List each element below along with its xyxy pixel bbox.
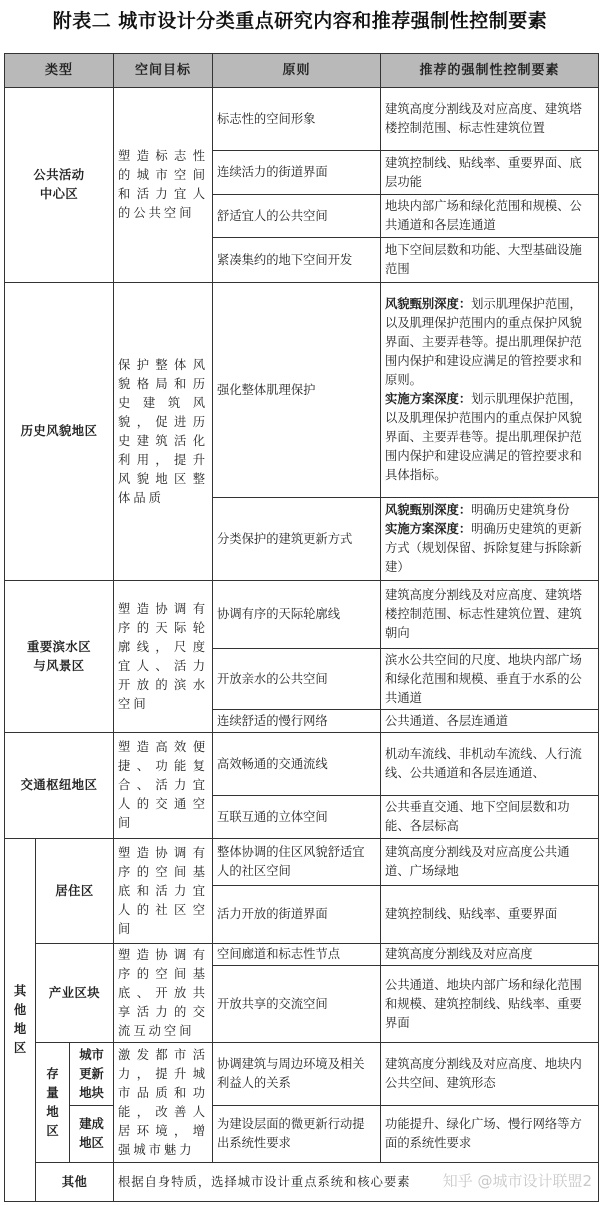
- elements-cell: 机动车流线、非机动车流线、人行流线、公共通道和各层连通道、: [381, 733, 599, 796]
- type-cell: [5, 88, 114, 283]
- type-label: 其他地区: [13, 984, 27, 1055]
- elements-cell: 公共通道、地块内部广场和绿化范围和规模、建筑控制线、贴线率、重要界面: [381, 966, 599, 1043]
- goal-cell: 保护整体风貌格局和历史建筑风貌，促进历史建筑活化利用，提升风貌地区整体品质: [114, 283, 213, 581]
- elements-cell: 功能提升、绿化广场、慢行网络等方面的系统性要求: [381, 1106, 599, 1163]
- depth-label: 实施方案深度：: [385, 392, 472, 406]
- header-type: 类型: [5, 54, 114, 88]
- principle-cell: 标志性的空间形象: [213, 88, 381, 151]
- elements-cell: 建筑高度分割线及对应高度、建筑塔楼控制范围、标志性建筑位置: [381, 88, 599, 151]
- goal-cell: 激发都市活力，提升城市品质和功能，改善人居环境，增强城市魅力: [114, 1043, 213, 1163]
- principle-cell: 互联互通的立体空间: [213, 796, 381, 839]
- header-elements: 推荐的强制性控制要素: [381, 54, 599, 88]
- subtype-cell: 其他: [36, 1163, 114, 1202]
- watermark: 知乎 @城市设计联盟2: [442, 1172, 593, 1190]
- principle-cell: 活力开放的街道界面: [213, 886, 381, 944]
- elements-cell: 地块内部广场和绿化范围和规模、公共通道和各层连通道: [381, 195, 599, 238]
- subtype-cell-stock: [36, 1043, 70, 1163]
- misc-text: 根据自身特质，选择城市设计重点系统和核心要素: [118, 1174, 411, 1189]
- goal-cell: 塑造协调有序的天际轮廓线，尺度宜人、活力开放的滨水空间: [114, 581, 213, 733]
- elements-cell: [381, 283, 599, 498]
- type-label: 重要滨水区与风景区: [27, 639, 92, 673]
- header-row: [5, 54, 599, 88]
- subtype-cell: 居住区: [36, 839, 114, 944]
- principle-cell: 连续活力的街道界面: [213, 151, 381, 195]
- table-row: [5, 283, 599, 498]
- goal-cell: 塑造协调有序的空间基底、开放共享活力的交流互动空间: [114, 944, 213, 1043]
- principle-cell: 整体协调的住区风貌舒适宜人的社区空间: [213, 839, 381, 886]
- table-row: [5, 88, 599, 151]
- elements-cell: 滨水公共空间的尺度、地块内部广场和绿化范围和规模、垂直于水系的公共通道: [381, 649, 599, 710]
- goal-cell: 塑造高效便捷、功能复合、活力宜人的交通空间: [114, 733, 213, 839]
- principle-cell: 强化整体肌理保护: [213, 283, 381, 498]
- principle-cell: 开放共享的交流空间: [213, 966, 381, 1043]
- depth-label: 实施方案深度：: [385, 522, 472, 536]
- stock-subtype-cell: [70, 1043, 114, 1106]
- table-row: [5, 839, 599, 886]
- type-label: 公共活动中心区: [33, 168, 85, 201]
- principle-cell: 空间廊道和标志性节点: [213, 944, 381, 966]
- table-row: [5, 1163, 599, 1202]
- table-row: [5, 944, 599, 966]
- table-title: 附表二 城市设计分类重点研究内容和推荐强制性控制要素: [52, 10, 548, 32]
- header-principle: 原则: [213, 54, 381, 88]
- depth-text: 划示肌理保护范围，以及肌理保护范围内的重点保护风貌界面、主要弄巷等。提出肌理保护范围内保护和建设应满足的管控要求和原则。: [385, 297, 582, 387]
- principle-cell: 为建设层面的微更新行动提出系统性要求: [213, 1106, 381, 1163]
- stock-subtype-cell: [70, 1106, 114, 1163]
- principle-cell: 连续舒适的慢行网络: [213, 710, 381, 733]
- elements-cell: 公共通道、各层连通道: [381, 710, 599, 733]
- principle-cell: 分类保护的建筑更新方式: [213, 498, 381, 581]
- elements-cell: 建筑控制线、贴线率、重要界面: [381, 886, 599, 944]
- elements-cell: 建筑高度分割线及对应高度公共通道、广场绿地: [381, 839, 599, 886]
- principle-cell: 舒适宜人的公共空间: [213, 195, 381, 238]
- table-row: [5, 1106, 599, 1163]
- elements-cell: 建筑高度分割线及对应高度、地块内公共空间、建筑形态: [381, 1043, 599, 1106]
- elements-cell: 地下空间层数和功能、大型基础设施范围: [381, 238, 599, 283]
- table-row: [5, 733, 599, 796]
- depth-text: 划示肌理保护范围，以及肌理保护范围内的重点保护风貌界面、主要弄巷等。提出肌理保护范围内保护和建设应满足的管控要求和具体指标。: [385, 392, 582, 482]
- goal-cell: 塑造协调有序的空间基底和活力宜人的社区空间: [114, 839, 213, 944]
- elements-cell: [381, 498, 599, 581]
- principle-cell: 高效畅通的交通流线: [213, 733, 381, 796]
- depth-label: 风貌甄别深度：: [385, 297, 472, 311]
- table-row: [5, 1043, 599, 1106]
- depth-text: 明确历史建筑身份: [471, 503, 570, 517]
- table-row: [5, 581, 599, 649]
- depth-text: 明确历史建筑的更新方式（规划保留、拆除复建与拆除新建）: [385, 522, 582, 574]
- type-cell-other: [5, 839, 36, 1202]
- principle-cell: 协调建筑与周边环境及相关利益人的关系: [213, 1043, 381, 1106]
- subtype-cell: 产业区块: [36, 944, 114, 1043]
- type-cell: [5, 581, 114, 733]
- type-cell: 交通枢纽地区: [5, 733, 114, 839]
- type-cell: 历史风貌地区: [5, 283, 114, 581]
- principle-cell: 开放亲水的公共空间: [213, 649, 381, 710]
- depth-label: 风貌甄别深度：: [385, 503, 472, 517]
- elements-cell: 建筑高度分割线及对应高度: [381, 944, 599, 966]
- goal-cell: 塑造标志性的城市空间和活力宜人的公共空间: [114, 88, 213, 283]
- design-control-table: [4, 53, 599, 1202]
- elements-cell: 公共垂直交通、地下空间层数和功能、各层标高: [381, 796, 599, 839]
- misc-text-cell: [114, 1163, 599, 1202]
- type-label: 存量地区: [46, 1066, 59, 1138]
- elements-cell: 建筑控制线、贴线率、重要界面、底层功能: [381, 151, 599, 195]
- header-goal: 空间目标: [114, 54, 213, 88]
- type-label: 城市更新地块: [79, 1047, 104, 1100]
- principle-cell: 紧凑集约的地下空间开发: [213, 238, 381, 283]
- elements-cell: 建筑高度分割线及对应高度、建筑塔楼控制范围、标志性建筑位置、建筑朝向: [381, 581, 599, 649]
- principle-cell: 协调有序的天际轮廓线: [213, 581, 381, 649]
- type-label: 建成地区: [79, 1117, 104, 1150]
